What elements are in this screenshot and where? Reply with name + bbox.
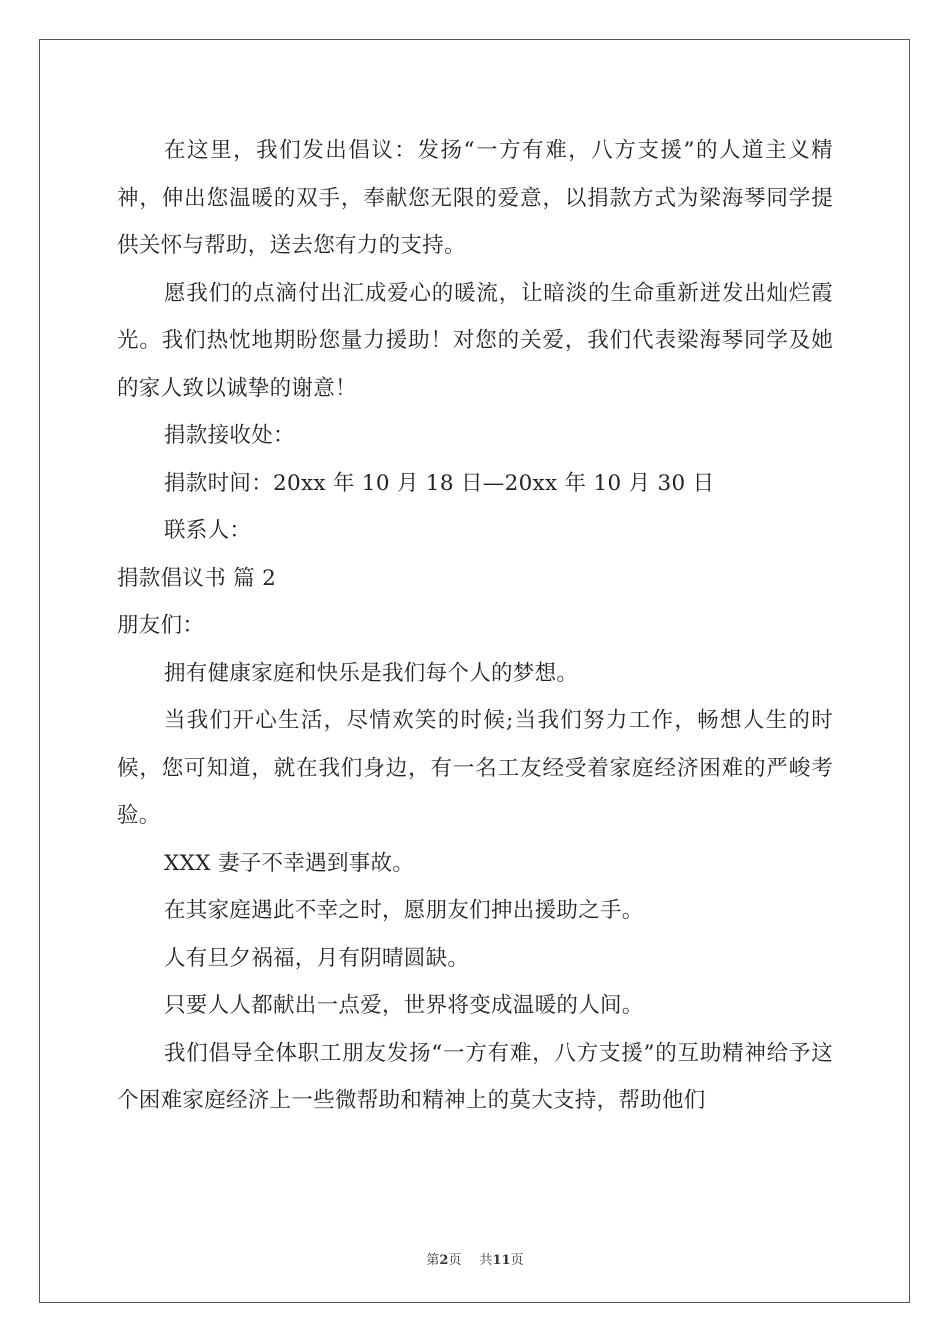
page-prefix: 第 <box>426 1253 440 1268</box>
paragraph: XXX 妻子不幸遇到事故。 <box>164 850 415 876</box>
document-body <box>117 127 833 1125</box>
total-pages: 11 <box>492 1253 511 1268</box>
paragraph: 只要人人都献出一点爱，世界将变成温暖的人间。 <box>164 993 644 1018</box>
total-prefix: 共 <box>479 1253 493 1268</box>
paragraph: 当我们开心生活，尽情欢笑的时候;当我们努力工作，畅想人生的时候，您可知道，就在我们身边，有一名工友经受着家庭经济困难的严峻考验。 <box>117 708 833 828</box>
total-suffix: 页 <box>510 1253 524 1268</box>
paragraph: 拥有健康家庭和快乐是我们每个人的梦想。 <box>164 660 579 686</box>
paragraph: 人有旦夕祸福，月有阴晴圆缺。 <box>164 945 470 971</box>
paragraph: 我们倡导全体职工朋友发扬“一方有难，八方支援”的互助精神给予这个困难家庭经济上一些微帮助和精神上的莫大支持，帮助他们 <box>117 1040 833 1113</box>
paragraph: 愿我们的点滴付出汇成爱心的暖流，让暗淡的生命重新迸发出灿烂霞光。我们热忱地期盼您量力援助！对您的关爱，我们代表梁海琴同学及她的家人致以诚挚的谢意！ <box>117 280 833 401</box>
paragraph: 在其家庭遇此不幸之时，愿朋友们抻出援助之手。 <box>164 898 644 923</box>
page-footer <box>0 1249 950 1268</box>
paragraph: 联系人： <box>164 518 252 543</box>
salutation: 朋友们： <box>117 613 205 638</box>
paragraph: 捐款接收处： <box>164 423 295 448</box>
paragraph: 在这里，我们发出倡议：发扬“一方有难，八方支援”的人道主义精神，伸出您温暖的双手，奉献您无限的爱意，以捐款方式为梁海琴同学提供关怀与帮助，送去您有力的支持。 <box>117 138 833 258</box>
page-suffix: 页 <box>448 1253 462 1268</box>
page-number: 2 <box>439 1253 449 1268</box>
section-heading: 捐款倡议书 篇 2 <box>117 565 277 591</box>
paragraph: 捐款时间：20xx 年 10 月 18 日—20xx 年 10 月 30 日 <box>164 470 715 496</box>
